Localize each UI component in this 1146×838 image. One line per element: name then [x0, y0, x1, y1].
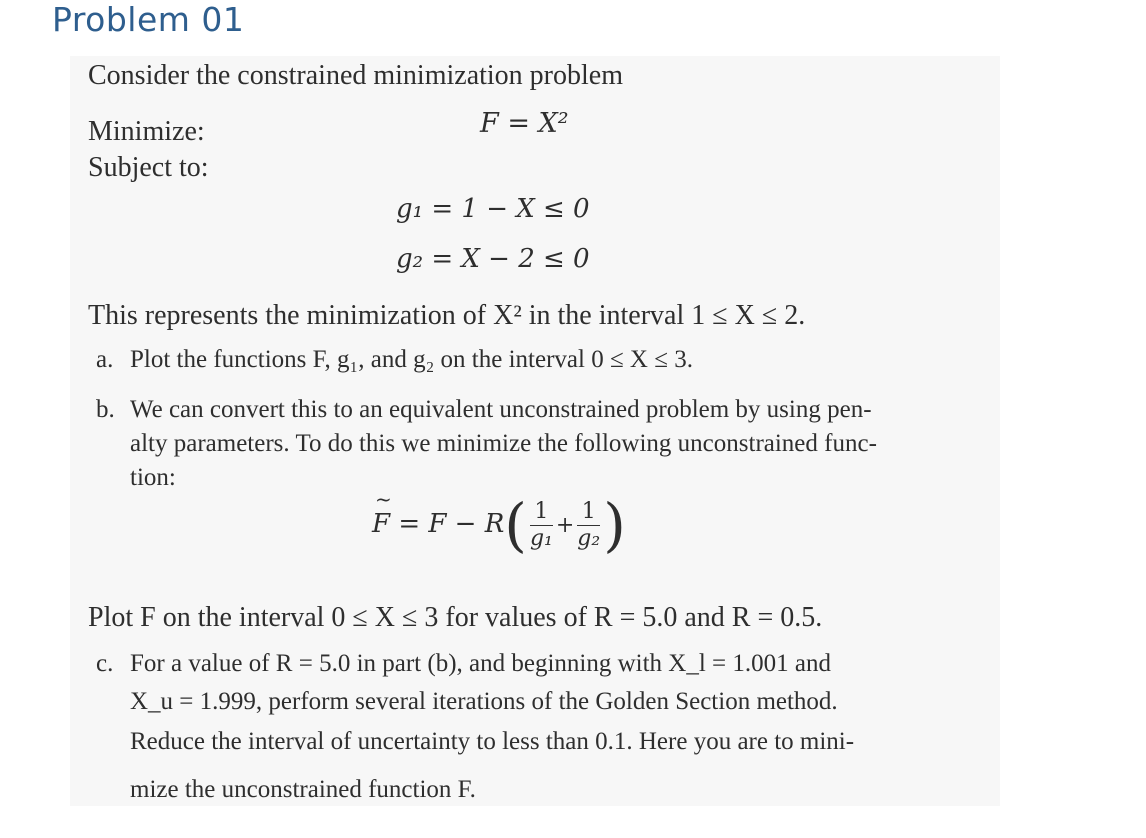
fraction-1-over-g2: $\frac{1}{\text{g₂}}$ — [577, 498, 601, 551]
part-c-line-3: Reduce the interval of uncertainty to less than 0.1. Here you are to mini- — [130, 728, 855, 755]
left-paren: ( — [504, 491, 527, 559]
right-paren: ) — [603, 491, 626, 559]
part-b-line-2: alty parameters. To do this we minimize the following unconstrained func- — [130, 430, 877, 457]
page-title: Problem 01 — [52, 0, 245, 39]
subject-to-label: Subject to: — [88, 152, 209, 183]
part-b-line-3: tion: — [130, 464, 176, 491]
minimize-label: Minimize: — [88, 116, 205, 147]
constraint-g2: g₂ = X − 2 ≤ 0 — [396, 244, 590, 274]
part-b-line-1: We can convert this to an equivalent unconstrained problem by using pen- — [130, 396, 872, 423]
constraint-g1: g₁ = 1 − X ≤ 0 — [396, 194, 590, 224]
part-b-marker: b. — [96, 396, 115, 423]
part-a-marker: a. — [96, 346, 114, 373]
objective-equation: F = X² — [480, 108, 569, 139]
plus-sign: + — [555, 513, 575, 538]
plot-f-tilde-text: Plot F on the interval 0 ≤ X ≤ 3 for values of R = 5.0 and R = 0.5. — [88, 602, 823, 633]
fraction-1-over-g1: $\frac{1}{\text{g₁}}$ — [529, 498, 553, 551]
part-c-line-2: X_u = 1.999, perform several iterations of the Golden Section method. — [130, 688, 838, 715]
part-c-line-4: mize the unconstrained function F. — [130, 776, 476, 803]
f-tilde-symbol: ~ F — [372, 509, 390, 539]
part-c-line-1: For a value of R = 5.0 in part (b), and beginning with X_l = 1.001 and — [130, 650, 832, 677]
part-c-marker: c. — [96, 650, 114, 677]
intro-text: Consider the constrained minimization problem — [88, 60, 623, 91]
part-a-text: Plot the functions F, g₁, and g₂ on the interval 0 ≤ X ≤ 3. — [130, 346, 693, 373]
formula-middle: = F − R — [398, 509, 505, 539]
interval-statement: This represents the minimization of X² in the interval 1 ≤ X ≤ 2. — [88, 300, 806, 331]
penalty-function-formula — [372, 491, 626, 559]
